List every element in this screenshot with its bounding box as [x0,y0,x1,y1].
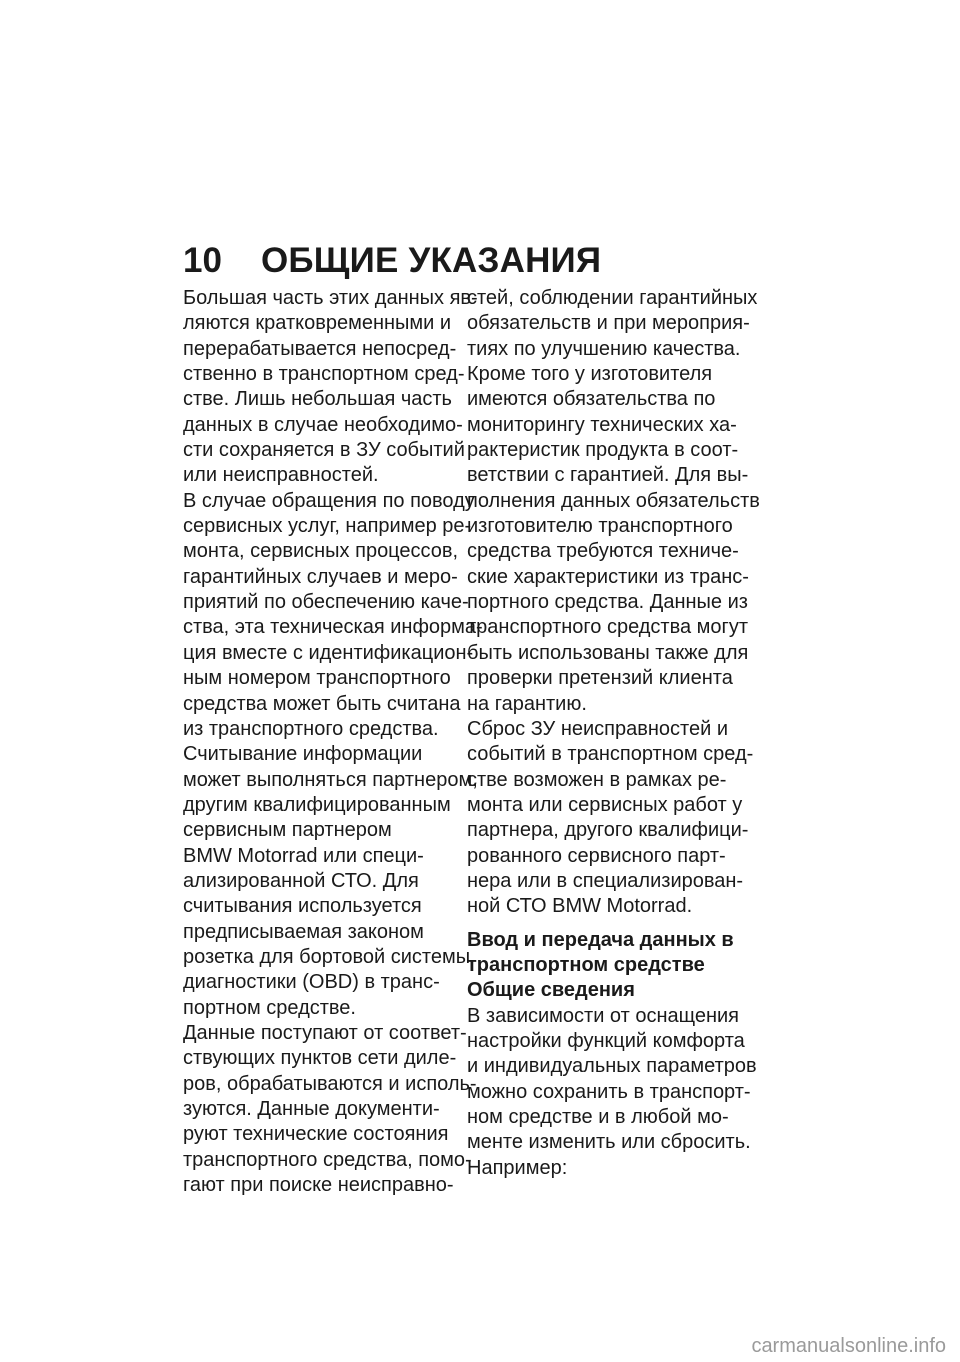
text-line: ализированной СТО. Для [183,869,419,892]
text-line: и индивидуальных параметров [467,1055,757,1078]
subsection-heading: Общие сведения [467,979,635,1002]
text-line: монта или сервисных работ у [467,793,743,816]
text-line: стей, соблюдении гарантийных [467,287,758,309]
text-line: может выполняться партнером, [183,768,478,791]
text-line: транспортного средства могут [467,616,748,639]
section-gap [467,920,737,928]
text-line: руют технические состояния [183,1123,449,1146]
text-line: полнения данных обязательств [467,489,760,512]
text-line: монта, сервисных процессов, [183,540,459,563]
text-line: Сброс ЗУ неисправностей и [467,717,728,740]
right-column-body-top [467,286,760,920]
text-line: данных в случае необходимо- [183,413,463,436]
text-line: можно сохранить в транспорт- [467,1080,751,1103]
text-line: ным номером транспортного [183,667,451,690]
text-line: проверки претензий клиента [467,667,733,690]
text-line: ной СТО BMW Motorrad. [467,895,693,918]
text-line: перерабатывается непосред- [183,337,457,360]
text-line: Данные поступают от соответ- [183,1021,467,1044]
text-line: сти сохраняется в ЗУ событий [183,439,465,462]
text-line: стве. Лишь небольшая часть [183,388,452,411]
text-line: Кроме того у изготовителя [467,363,713,386]
right-column [467,286,760,1181]
section-heading [467,928,737,979]
text-line: ветствии с гарантией. Для вы- [467,464,749,487]
text-line: другим квалифицированным [183,793,451,816]
text-line: ров, обрабатываются и исполь- [183,1072,477,1095]
text-line: тиях по улучшению качества. [467,337,741,360]
text-line: гарантийных случаев и меро- [183,565,458,588]
text-line: портного средства. Данные из [467,591,748,614]
text-line: ственно в транспортном сред- [183,363,465,386]
text-line: быть использованы также для [467,641,749,664]
left-column [183,286,483,1198]
text-line: обязательств и при мероприя- [467,312,750,335]
text-line: имеются обязательства по [467,388,716,411]
text-line: Считывание информации [183,743,423,766]
text-line: ляются кратковременными и [183,312,452,335]
text-line: В зависимости от оснащения [467,1004,740,1027]
text-line: ства, эта техническая информа- [183,616,483,639]
text-line: настройки функций комфорта [467,1029,745,1052]
text-line: средства может быть считана [183,692,461,715]
section-heading-line: Ввод и передача данных в [467,928,734,951]
text-line: приятий по обеспечению каче- [183,591,469,614]
text-line: нера или в специализирован- [467,869,744,892]
text-line: мониторингу технических ха- [467,413,737,436]
text-line: рактеристик продукта в соот- [467,439,739,462]
text-line: ном средстве и в любой мо- [467,1106,729,1128]
text-line: диагностики (OBD) в транс- [183,971,440,994]
text-line: гают при поиске неисправно- [183,1174,454,1197]
text-line: зуются. Данные документи- [183,1098,440,1120]
text-line: партнера, другого квалифици- [467,819,749,842]
text-line: на гарантию. [467,692,587,715]
text-line: BMW Motorrad или специ- [183,844,424,867]
text-line: событий в транспортном сред- [467,743,754,766]
text-line: транспортного средства, помо- [183,1148,472,1171]
text-line: средства требуются техниче- [467,540,739,563]
text-line: сервисным партнером [183,819,392,842]
text-line: Например: [467,1156,568,1179]
text-line: Большая часть этих данных яв- [183,287,478,309]
text-line: ствующих пунктов сети диле- [183,1047,457,1070]
text-line: сервисных услуг, например ре- [183,515,472,538]
text-line: из транспортного средства. [183,717,439,740]
text-line: менте изменить или сбросить. [467,1131,751,1154]
text-line: портном средстве. [183,996,356,1019]
text-line: ция вместе с идентификацион- [183,641,474,664]
watermark: carmanualsonline.info [751,1335,946,1357]
text-line: предписываемая законом [183,920,424,943]
chapter-title: ОБЩИЕ УКАЗАНИЯ [261,241,602,280]
section-heading-line: транспортном средстве [467,953,705,976]
text-line: изготовителю транспортного [467,515,733,538]
text-line: считывания используется [183,895,422,918]
text-line: В случае обращения по поводу [183,489,475,512]
text-line: розетка для бортовой системы [183,945,471,968]
text-line: или неисправностей. [183,464,379,487]
text-line: рованного сервисного парт- [467,844,726,867]
chapter-number: 10 [183,241,222,280]
text-line: стве возможен в рамках ре- [467,768,727,791]
right-column-body-bottom [467,1004,757,1181]
text-line: ские характеристики из транс- [467,565,749,588]
